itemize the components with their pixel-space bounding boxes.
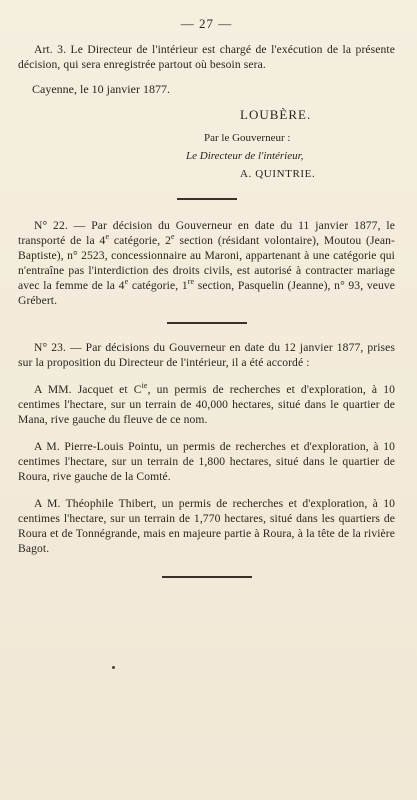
ink-dot	[112, 666, 115, 669]
item-jacquet-text-a: A MM. Jacquet et C	[34, 383, 142, 396]
date-line: Cayenne, le 10 janvier 1877.	[32, 82, 170, 96]
decision-22-num: 4	[99, 234, 106, 247]
decision-22-text-4: catégorie, 1	[128, 279, 188, 292]
signature-person: A. QUINTRIE.	[240, 168, 316, 180]
decision-22-sup-1: e	[105, 232, 110, 242]
signature-role: Par le Gouverneur :	[204, 132, 291, 144]
decision-22-text-2: catégorie, 2	[109, 234, 172, 247]
signature-sub-role: Le Directeur de l'intérieur,	[186, 150, 304, 162]
page-number: — 27 —	[180, 16, 233, 31]
decision-23-intro: N° 23. — Par décisions du Gouverneur en date du 12 janvier 1877, prises sur la proposition du Directeur de l'intérieur, il a été accordé :	[18, 341, 395, 369]
article-3-paragraph: Art. 3. Le Directeur de l'intérieur est chargé de l'exécution de la présente décision, qui sera enregistrée partout où besoin sera.	[18, 43, 395, 71]
signature-block	[18, 107, 395, 180]
signature-name: LOUBÈRE.	[240, 107, 312, 122]
decision-23-item-jacquet	[18, 382, 395, 427]
item-jacquet-sup: ie	[141, 381, 148, 391]
decision-22-sup-3: e	[124, 277, 129, 287]
decision-22-text-5: section, Pasquelin (Jeanne), n° 93, veuve Grébert.	[18, 279, 395, 307]
decision-22-text-1: N° 22. — Par décision du Gouverneur en date du 11 janvier 1877, le transporté de la	[18, 219, 395, 247]
decision-22-text-3: section (résidant volontaire), Moutou (Jean-Baptiste), n° 2523, concessionnaire au Maroni, appartenant à une catégorie qui n'entraîne pas l'interdiction des droits civils, est autorisé à contracter mariage avec la femme de la 4	[18, 234, 395, 292]
section-divider	[167, 322, 247, 324]
decision-22-sup-2: e	[171, 232, 175, 242]
decision-22-paragraph	[18, 218, 395, 308]
section-divider	[162, 576, 252, 578]
decision-22-sup-4: re	[187, 277, 195, 287]
section-divider	[177, 198, 237, 200]
decision-23-item-thibert: A M. Théophile Thibert, un permis de recherches et d'exploration, à 10 centimes l'hectare, sur un terrain de 1,770 hectares, situé dans les quartiers de Roura et de Tonnégrande, mais en majeure partie à Roura, à la tête de la rivière Bagot.	[18, 497, 395, 555]
item-jacquet-text-b: , un permis de recherches et d'exploration, à 10 centimes l'hectare, sur un terrain de 40,000 hectares, situé dans le quartier de Mana, rive gauche du fleuve de ce nom.	[18, 383, 395, 426]
decision-23-item-pointu: A M. Pierre-Louis Pointu, un permis de recherches et d'exploration, à 10 centimes l'hectare, sur un terrain de 1,800 hectares, situé dans le quartier de Roura, rive gauche de la Comté.	[18, 440, 395, 483]
